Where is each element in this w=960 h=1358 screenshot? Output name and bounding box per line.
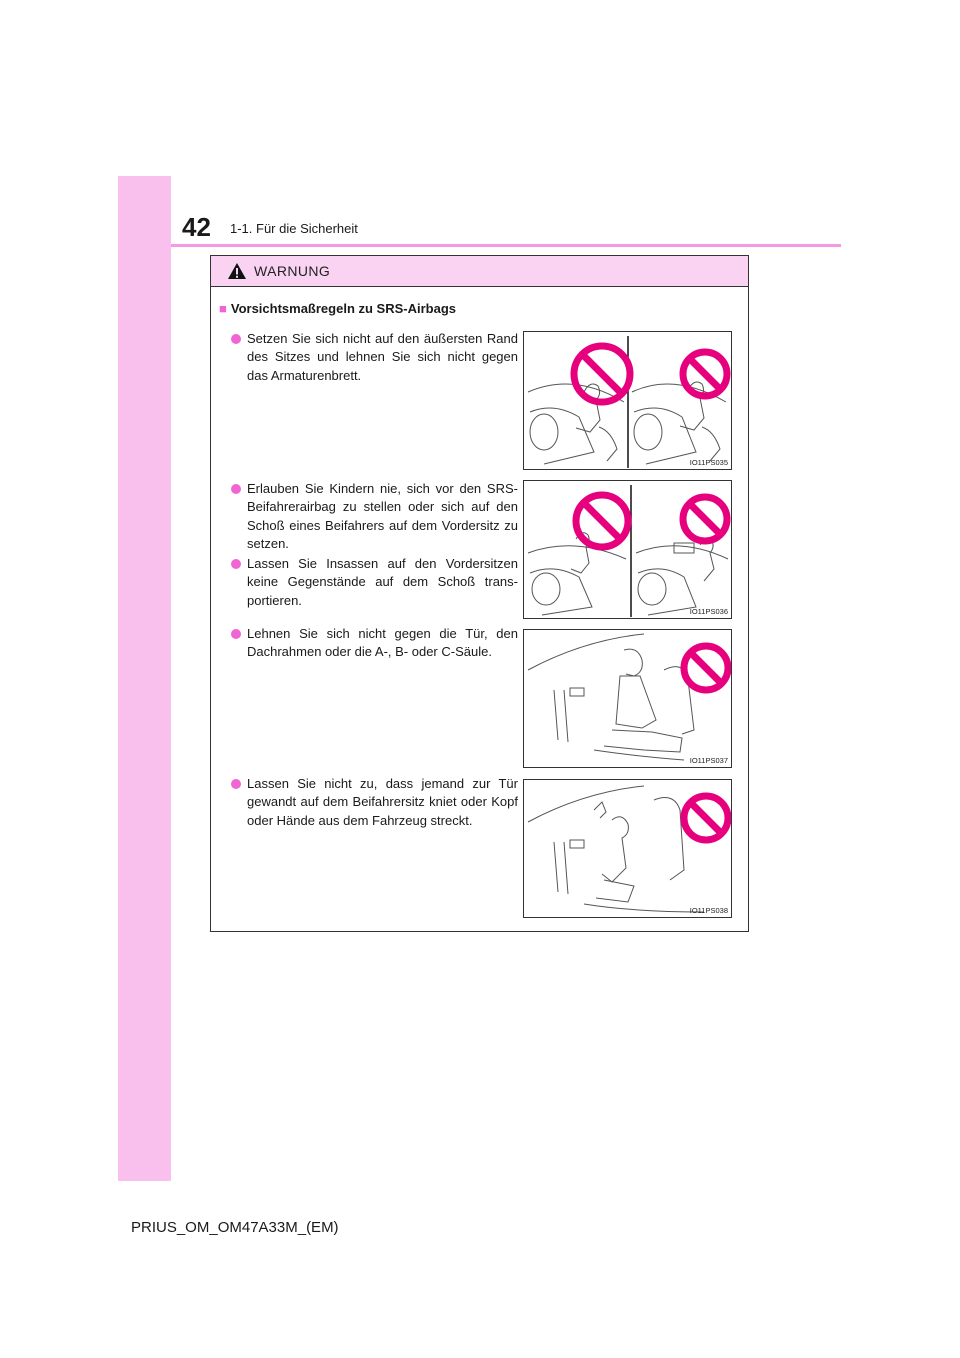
illustration-edge-of-seat	[523, 331, 732, 470]
illustration-leaning-door	[523, 629, 732, 768]
warning-item	[231, 775, 518, 830]
warning-item-text: Lassen Sie nicht zu, dass jemand zur Tür gewandt auf dem Beifahrersitz kniet oder Kopf oder Hände aus dem Fahrzeug streckt.	[247, 776, 518, 828]
warning-label: WARNUNG	[254, 263, 331, 279]
illustration-drawing	[524, 780, 732, 918]
figure-code: IO11PS036	[689, 607, 728, 616]
warning-item-text: Lassen Sie Insassen auf den Vordersitzen keine Gegenstände auf dem Schoß trans-portieren.	[247, 556, 518, 608]
bullet-icon	[231, 559, 241, 569]
bullet-icon	[231, 629, 241, 639]
square-bullet-icon: ■	[219, 301, 227, 316]
illustration-drawing	[524, 332, 732, 470]
bullet-icon	[231, 484, 241, 494]
subheading-text: Vorsichtsmaßregeln zu SRS-Airbags	[230, 301, 457, 316]
illustration-kneeling-seat	[523, 779, 732, 918]
warning-header	[211, 256, 748, 287]
warning-item	[231, 625, 518, 662]
chapter-side-band	[118, 176, 171, 1181]
bullet-icon	[231, 779, 241, 789]
page-number: 42	[182, 212, 211, 242]
illustration-drawing	[524, 630, 732, 768]
figure-code: IO11PS035	[689, 458, 728, 467]
illustration-drawing	[524, 481, 732, 619]
figure-code: IO11PS038	[689, 906, 728, 915]
warning-triangle-icon	[227, 262, 247, 280]
section-title: 1-1. Für die Sicherheit	[230, 221, 358, 236]
figure-code: IO11PS037	[689, 756, 728, 765]
warning-item	[231, 480, 518, 553]
warning-item	[231, 330, 518, 385]
bullet-icon	[231, 334, 241, 344]
warning-item-text: Setzen Sie sich nicht auf den äußersten Rand des Sitzes und lehnen Sie sich nicht gegen das Armaturenbrett.	[247, 331, 518, 383]
warning-item-text: Erlauben Sie Kindern nie, sich vor den SRS-Beifahrerairbag zu stellen oder sich auf den Schoß eines Beifahrers auf dem Vordersitz zu setzen.	[247, 481, 518, 551]
document-footer: PRIUS_OM_OM47A33M_(EM)	[131, 1219, 339, 1236]
warning-item-text: Lehnen Sie sich nicht gegen die Tür, den Dachrahmen oder die A-, B- oder C-Säule.	[247, 626, 518, 660]
warning-box	[210, 255, 749, 932]
header-rule	[171, 244, 841, 247]
warning-subheading	[219, 301, 456, 316]
warning-item	[231, 555, 518, 610]
illustration-children-front	[523, 480, 732, 619]
